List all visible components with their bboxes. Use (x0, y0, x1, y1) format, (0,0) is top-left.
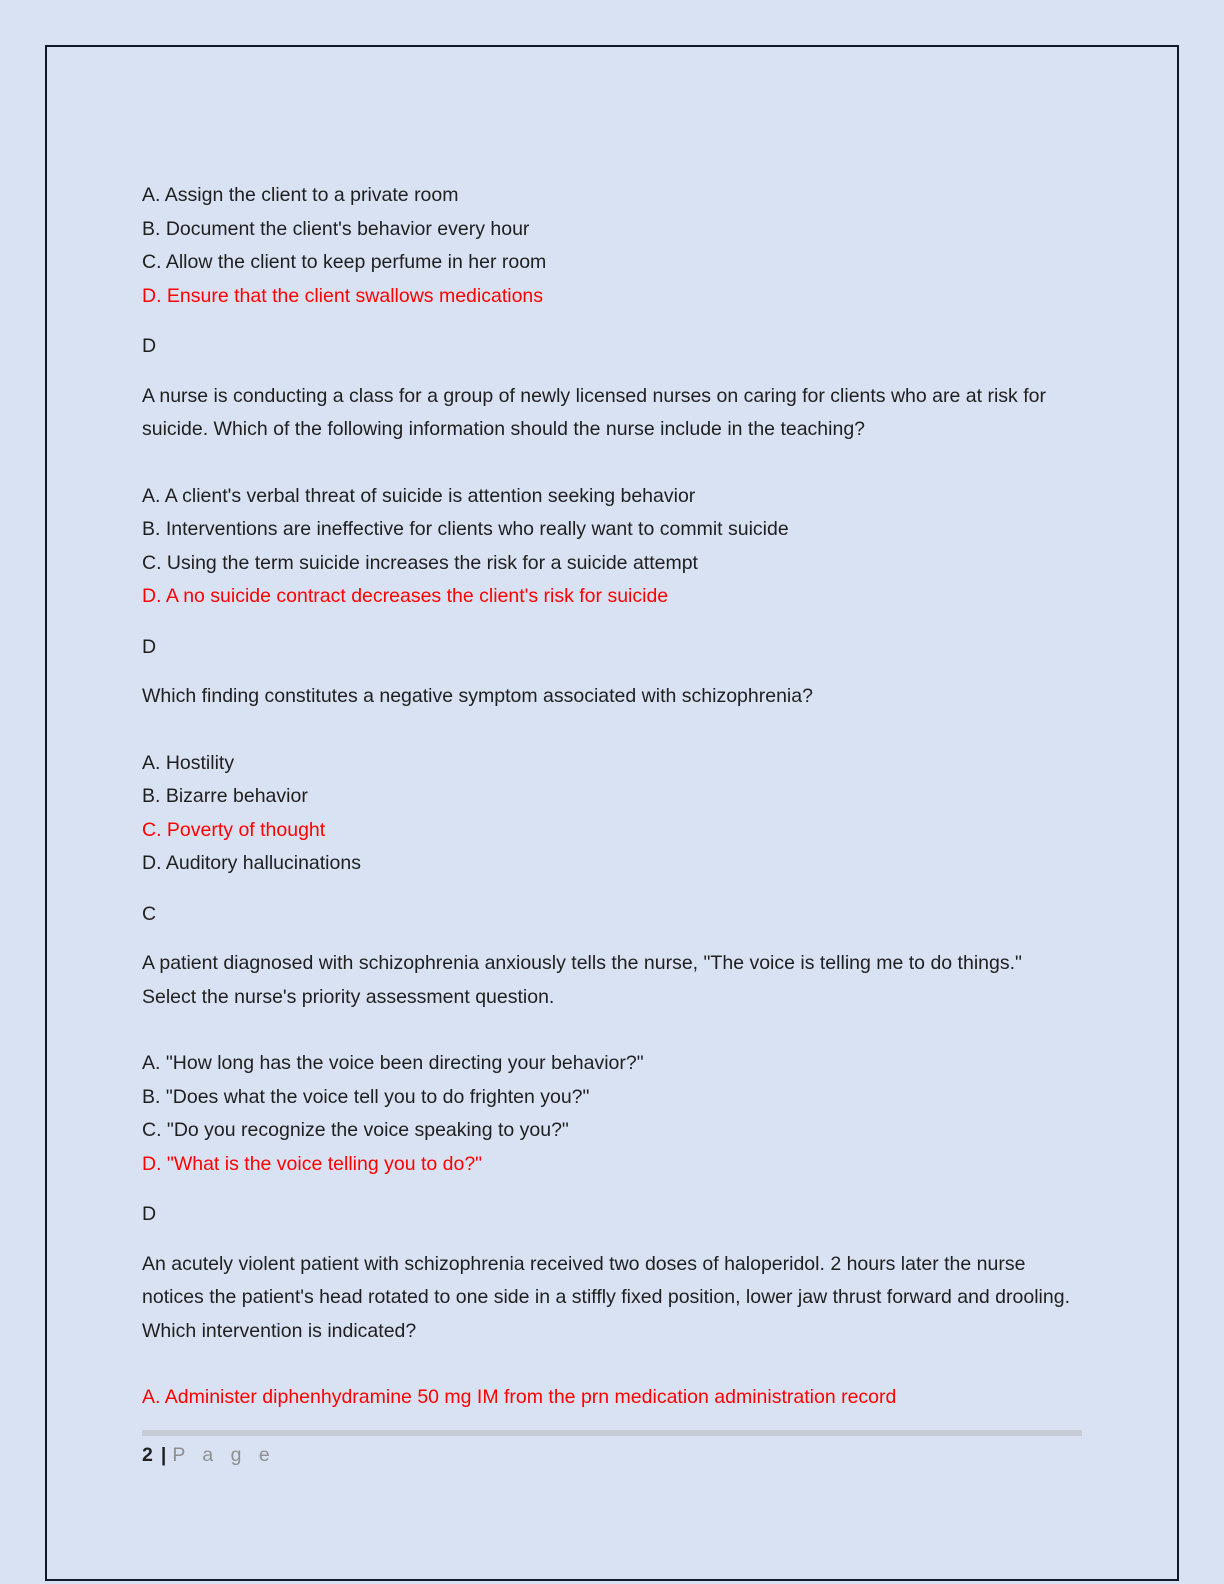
option: A. Administer diphenhydramine 50 mg IM from the prn medication administration record (142, 1386, 897, 1408)
question-text: A patient diagnosed with schizophrenia anxiously tells the nurse, "The voice is telling me to do things." Select the nurse's priority assessment question. (142, 952, 1022, 1008)
page-footer (142, 1441, 276, 1469)
option: D. "What is the voice telling you to do?" (142, 1152, 483, 1175)
option: C. Allow the client to keep perfume in her room (142, 251, 547, 273)
answer-letter: D (142, 335, 157, 357)
options-group (142, 747, 1077, 881)
answer-letter: D (142, 635, 157, 658)
option: A. A client's verbal threat of suicide is attention seeking behavior (142, 484, 696, 507)
question-text: Which finding constitutes a negative symptom associated with schizophrenia? (142, 685, 813, 707)
option: D. A no suicide contract decreases the client's risk for suicide (142, 585, 669, 607)
footer-separator-line (142, 1430, 1082, 1436)
question-text: A nurse is conducting a class for a group of newly licensed nurses on caring for clients who are at risk for suicide. Which of the following information should the nurse include in the teaching? (142, 384, 1046, 440)
answer-letter: D (142, 1203, 157, 1225)
question-text: An acutely violent patient with schizophrenia received two doses of haloperidol. 2 hours later the nurse notices the patient's head rotated to one side in a stiffly fixed position, lower jaw thrust forward and drooling. Which intervention is indicated? (142, 1252, 1070, 1342)
page-number: 2 (142, 1444, 153, 1466)
option: C. Using the term suicide increases the risk for a suicide attempt (142, 551, 698, 574)
options-group (142, 480, 1077, 614)
footer-page-label: P a g e (172, 1444, 276, 1466)
option: C. "Do you recognize the voice speaking to you?" (142, 1119, 569, 1141)
option: D. Auditory hallucinations (142, 852, 361, 874)
document-content (142, 179, 1077, 1432)
options-group (142, 1047, 1077, 1181)
answer-letter: C (142, 902, 157, 925)
option: C. Poverty of thought (142, 818, 326, 841)
option: A. Assign the client to a private room (142, 184, 459, 206)
option: B. "Does what the voice tell you to do frighten you?" (142, 1085, 590, 1108)
option: A. "How long has the voice been directing your behavior?" (142, 1052, 644, 1074)
options-group (142, 1381, 1077, 1415)
option: D. Ensure that the client swallows medications (142, 284, 544, 307)
option: B. Interventions are ineffective for clients who really want to commit suicide (142, 518, 789, 540)
option: A. Hostility (142, 751, 235, 774)
options-group (142, 179, 1077, 313)
footer-divider: | (160, 1444, 167, 1466)
option: B. Document the client's behavior every hour (142, 217, 530, 240)
option: B. Bizarre behavior (142, 785, 308, 807)
